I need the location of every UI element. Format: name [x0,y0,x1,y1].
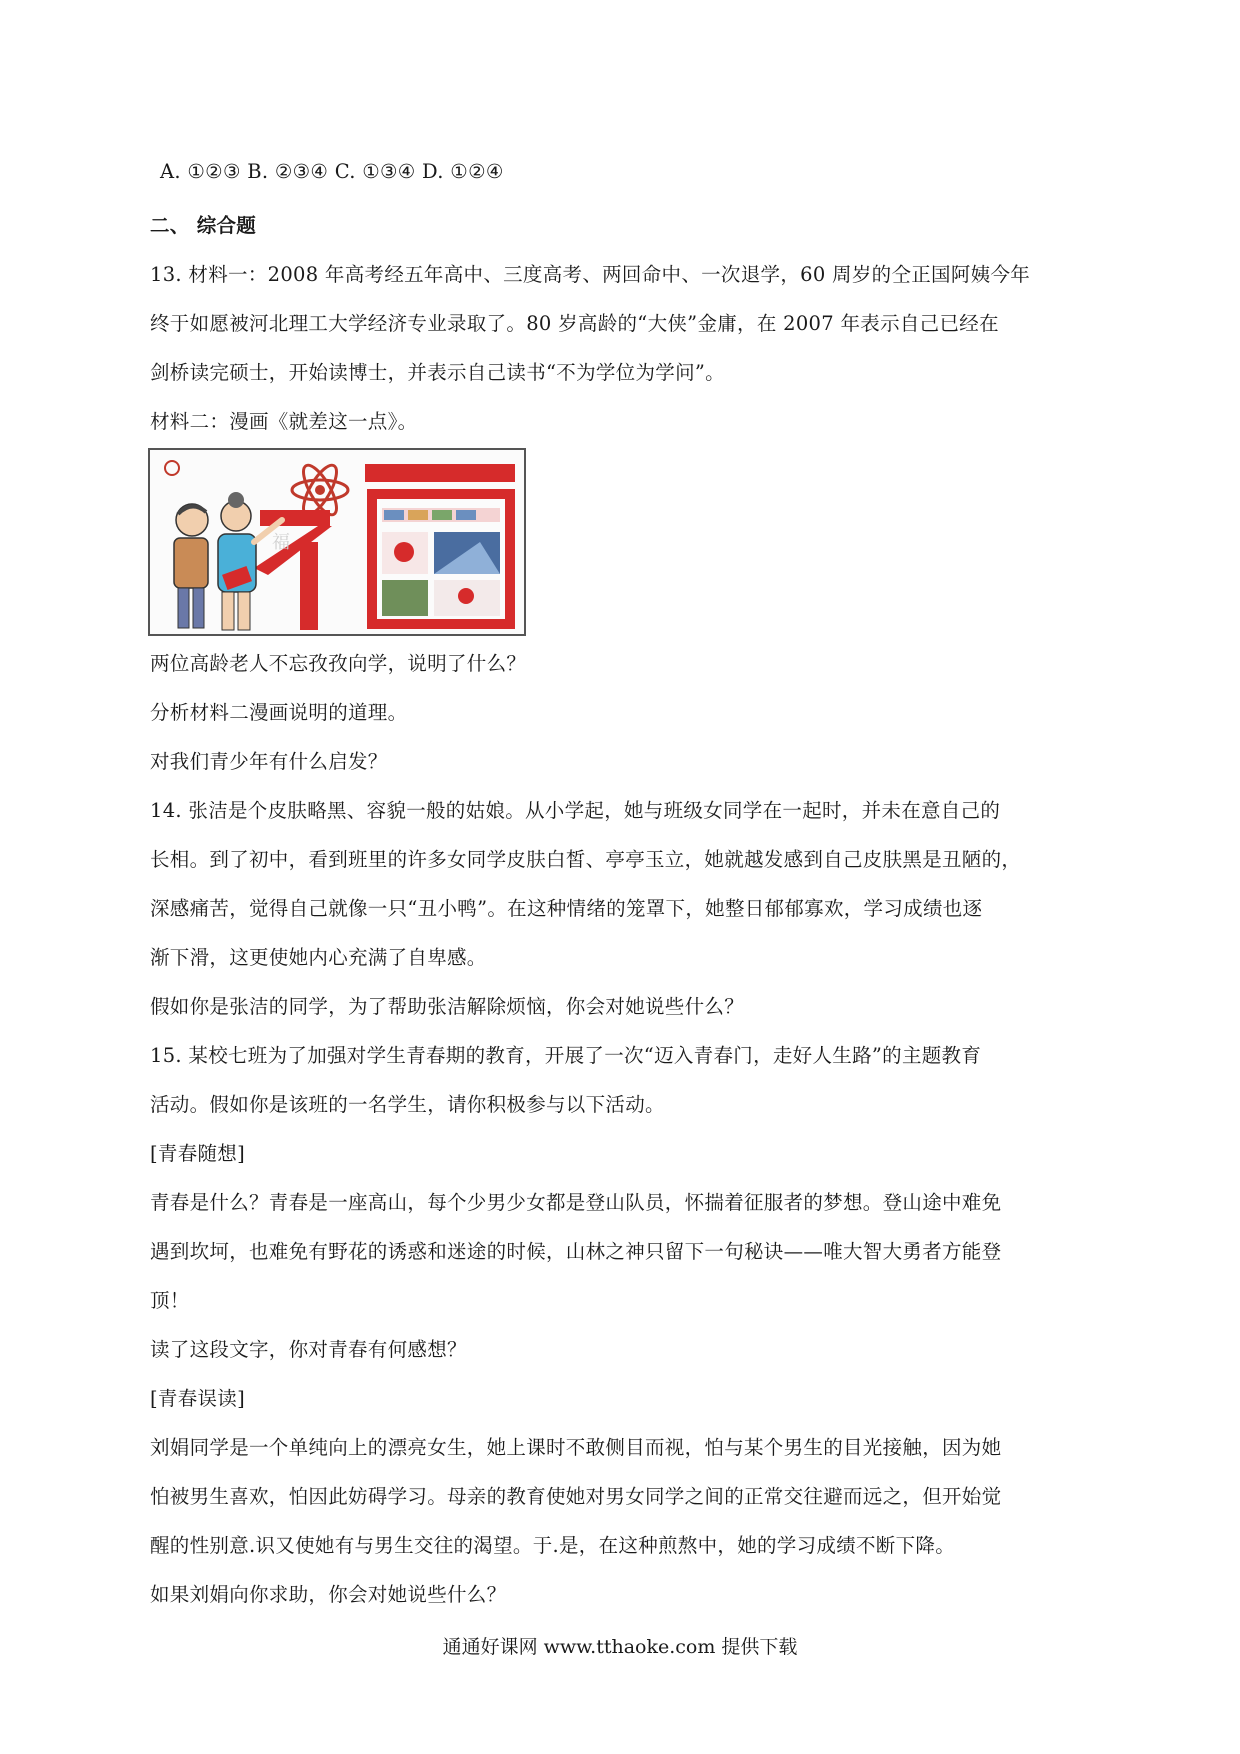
q15-subheading: [青春随想] [150,1142,246,1165]
q15-text-line: 醒的性别意.识又使她有与男生交往的渴望。于.是，在这种煎熬中，她的学习成绩不断下降。 [150,1534,955,1557]
page-footer: 通通好课网 www.tthaoke.com 提供下载 [442,1636,798,1658]
q14-text-line: 渐下滑，这更使她内心充满了自卑感。 [150,946,487,969]
q13-text-line: 13. 材料一：2008 年高考经五年高中、三度高考、两回命中、一次退学，60 周岁的仝正国阿姨今年 [150,263,1031,286]
q15-question: 如果刘娟向你求助，你会对她说些什么？ [150,1583,507,1606]
q12-options: A. ①②③ B. ②③④ C. ①③④ D. ①②④ [160,160,504,183]
q13-question-3: 对我们青少年有什么启发？ [150,750,388,773]
q15-text-line: 遇到坎坷，也难免有野花的诱惑和迷途的时候，山林之神只留下一句秘诀——唯大智大勇者方能登 [150,1240,1002,1263]
q15-text-line: 活动。假如你是该班的一名学生，请你积极参与以下活动。 [150,1093,665,1116]
q14-question: 假如你是张洁的同学，为了帮助张洁解除烦恼，你会对她说些什么？ [150,995,745,1018]
q15-text-line: 刘娟同学是一个单纯向上的漂亮女生，她上课时不敢侧目而视，怕与某个男生的目光接触，因为她 [150,1436,1002,1459]
q15-text-line: 顶！ [150,1289,190,1312]
q13-material-two: 材料二：漫画《就差这一点》。 [150,410,418,433]
q14-text-line: 14. 张洁是个皮肤略黑、容貌一般的姑娘。从小学起，她与班级女同学在一起时，并未在意自己的 [150,799,1001,822]
cartoon-illustration [150,450,524,634]
q15-question: 读了这段文字，你对青春有何感想？ [150,1338,467,1361]
q14-text-line: 深感痛苦，觉得自己就像一只“丑小鸭”。在这种情绪的笼罩下，她整日郁郁寡欢，学习成绩也逐 [150,897,983,920]
q15-text-line: 怕被男生喜欢，怕因此妨碍学习。母亲的教育使她对男女同学之间的正常交往避而远之，但开始觉 [150,1485,1002,1508]
q14-text-line: 长相。到了初中，看到班里的许多女同学皮肤白皙、亭亭玉立，她就越发感到自己皮肤黑是丑陋的， [150,848,1022,871]
svg-text:福: 福 [272,532,290,553]
q15-subheading: [青春误读] [150,1387,246,1410]
section-heading: 二、 综合题 [150,214,257,237]
q15-text-line: 青春是什么？青春是一座高山，每个少男少女都是登山队员，怀揣着征服者的梦想。登山途中难免 [150,1191,1002,1214]
q13-text-line: 终于如愿被河北理工大学经济专业录取了。80 岁高龄的“大侠”金庸，在 2007 年表示自己已经在 [150,312,999,335]
q13-question-2: 分析材料二漫画说明的道理。 [150,701,408,724]
q15-text-line: 15. 某校七班为了加强对学生青春期的教育，开展了一次“迈入青春门，走好人生路”的主题教育 [150,1044,982,1067]
cartoon-image [148,448,526,636]
q13-question-1: 两位高龄老人不忘孜孜向学，说明了什么？ [150,652,527,675]
q13-text-line: 剑桥读完硕士，开始读博士，并表示自己读书“不为学位为学问”。 [150,361,725,384]
